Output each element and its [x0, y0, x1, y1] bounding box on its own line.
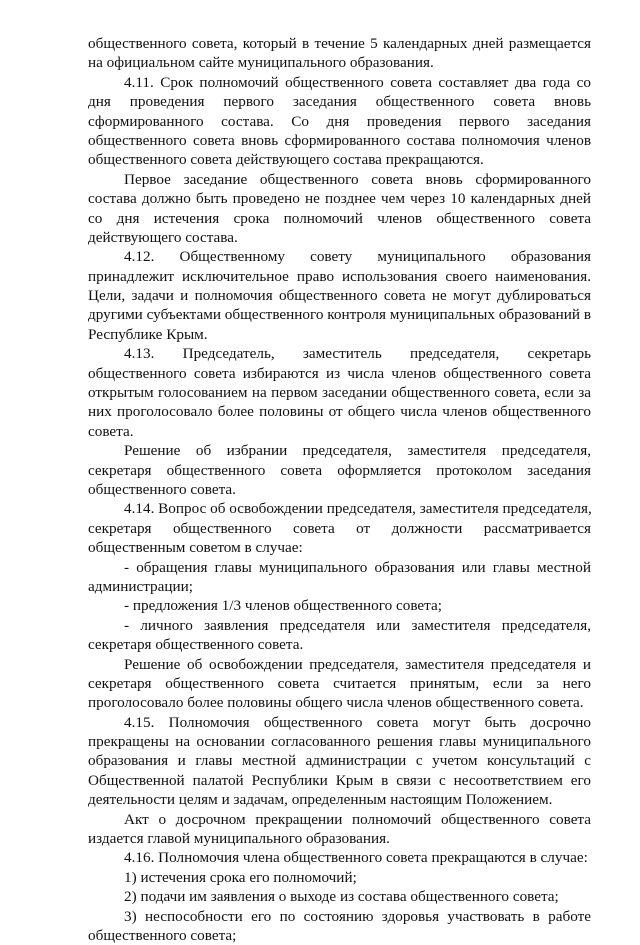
text-line: проголосовало более половины общего числа членов общественного совета.	[88, 694, 584, 712]
text-line: общественного совета избираются из числа членов общественного совета	[88, 364, 591, 382]
text-line: общественного совета.	[88, 480, 236, 498]
text-line: Акт о досрочном прекращении полномочий общественного совета	[124, 810, 591, 828]
text-line: 1) истечения срока его полномочий;	[124, 868, 357, 886]
text-line: общественного совета;	[88, 926, 237, 944]
text-line: секретаря общественного совета.	[88, 636, 304, 654]
text-line: совета.	[88, 422, 134, 440]
text-line: Республике Крым.	[88, 325, 208, 343]
text-line: 4.12. Общественному совету муниципального образования	[124, 248, 591, 266]
text-line: 4.15. Полномочия общественного совета могут быть досрочно	[124, 713, 591, 731]
text-line: принадлежит исключительное право использования своего наименования.	[88, 267, 591, 285]
text-line: общественным советом в случае:	[88, 539, 303, 557]
text-line: - обращения главы муниципального образования или главы местной	[124, 558, 591, 576]
text-line: Первое заседание общественного совета вновь сформированного	[124, 170, 591, 188]
text-line: издается главой муниципального образования.	[88, 830, 390, 848]
text-line: общественного совета действующего состава прекращаются.	[88, 151, 484, 169]
text-line: 4.14. Вопрос об освобождении председателя, заместителя председателя,	[124, 500, 592, 518]
text-line: состава должно быть проведено не позднее чем через 10 календарных дней	[88, 190, 591, 208]
text-line: Общественной палатой Республики Крым в связи с несоответствием его	[88, 771, 591, 789]
text-line: 4.13. Председатель, заместитель председателя, секретарь	[124, 345, 591, 363]
text-line: дня проведения первого заседания общественного совета вновь	[88, 93, 591, 111]
text-line: 4.16. Полномочия члена общественного совета прекращаются в случае:	[124, 849, 588, 867]
text-line: общественного совета вновь сформированного состава полномочия членов	[88, 131, 591, 149]
text-line: прекращены на основании согласованного решения главы муниципального	[88, 733, 591, 751]
text-line: Решение об освобождении председателя, заместителя председателя и	[124, 655, 591, 673]
text-line: 4.11. Срок полномочий общественного совета составляет два года со	[124, 73, 591, 91]
text-line: другими субъектами общественного контроля муниципальных образований в	[88, 306, 591, 324]
text-line: секретаря общественного совета оформляется протоколом заседания	[88, 461, 591, 479]
text-line: 2) подачи им заявления о выходе из состава общественного совета;	[124, 888, 559, 906]
text-line: со дня истечения срока полномочий членов общественного совета	[88, 209, 591, 227]
text-line: Цели, задачи и полномочия общественного совета не могут дублироваться	[88, 287, 591, 305]
text-line: деятельности целям и задачам, определенным настоящим Положением.	[88, 791, 553, 809]
text-line: 3) неспособности его по состоянию здоровья участвовать в работе	[124, 907, 591, 925]
text-line: Решение об избрании председателя, заместителя председателя,	[124, 442, 591, 460]
text-line: - личного заявления председателя или заместителя председателя,	[124, 616, 591, 634]
text-line: действующего состава.	[88, 228, 238, 246]
text-line: администрации;	[88, 577, 193, 595]
text-line: общественного совета, который в течение 5 календарных дней размещается	[88, 35, 591, 52]
text-line: секретаря общественного совета считается принятым, если за него	[88, 674, 591, 692]
text-line: на официальном сайте муниципального образования.	[88, 54, 434, 72]
text-line: - предложения 1/3 членов общественного совета;	[124, 597, 442, 615]
text-line: открытым голосованием на первом заседании общественного совета, если за	[88, 384, 591, 402]
text-line: них проголосовало более половины от общего числа членов общественного	[88, 403, 591, 421]
text-line: сформированного состава. Со дня проведения первого заседания	[88, 112, 591, 130]
text-line: образования и главы местной администрации с учетом консультаций с	[88, 752, 591, 770]
text-line: секретаря общественного совета от должности рассматривается	[88, 519, 591, 537]
